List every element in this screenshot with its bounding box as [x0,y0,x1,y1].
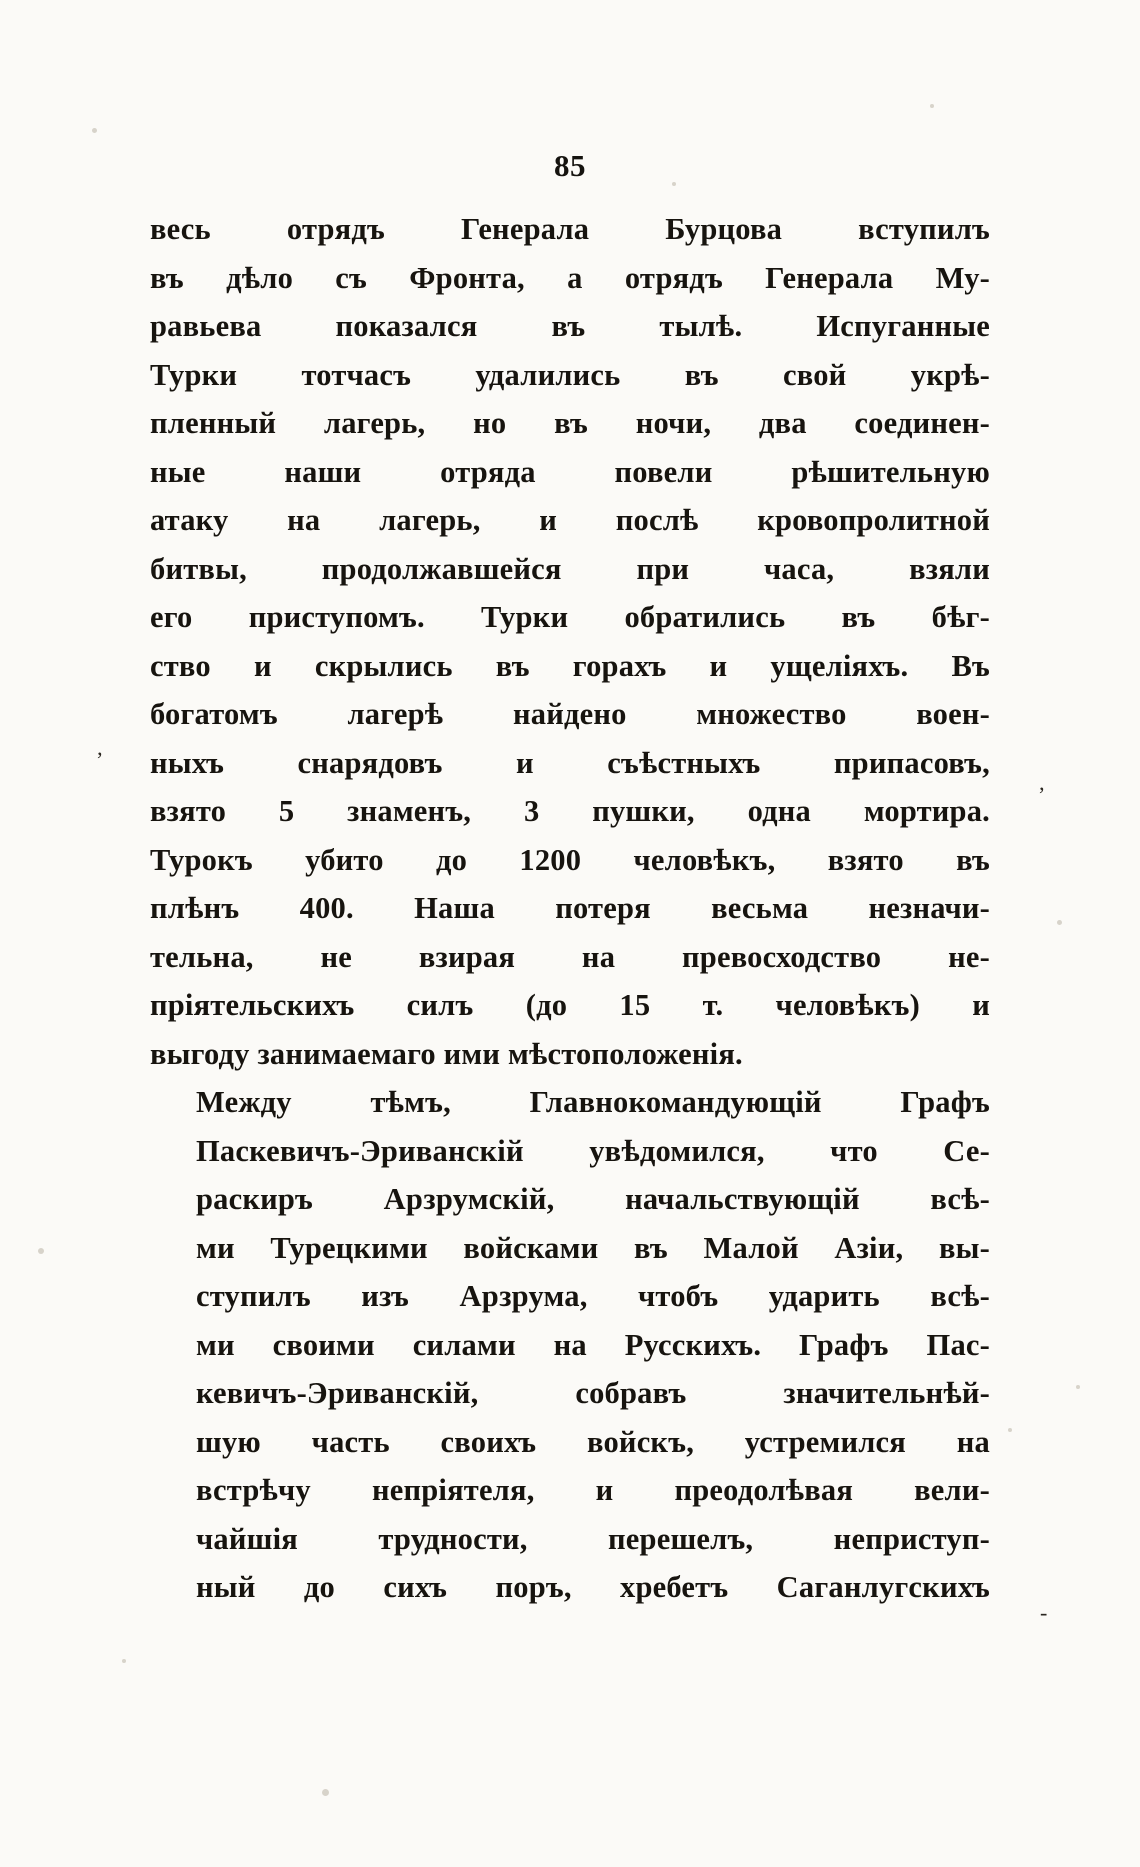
text-line: встрѣчу непріятеля, и преодолѣвая вели- [196,1473,990,1507]
text-line: ный до сихъ поръ, хребетъ Саганлугскихъ [196,1570,990,1604]
margin-mark-right: ‚ [1038,770,1046,795]
text-line: въ дѣло съ Фронта, а отрядъ Генерала Му- [150,260,990,295]
text-line: ми своими силами на Русскихъ. Графъ Пас- [196,1327,990,1362]
text-line: атаку на лагерь, и послѣ кровопролитной [150,503,990,537]
margin-dash-right: - [1040,1600,1048,1625]
text-line: равьева показался въ тылѣ. Испуганные [150,309,990,343]
paper-speck [1076,1385,1080,1389]
text-line: чайшія трудности, перешелъ, неприступ- [196,1521,990,1556]
text-line: шую часть своихъ войскъ, устремился на [196,1424,990,1459]
paper-speck [1057,920,1062,925]
paper-speck [38,1248,44,1254]
text-line: битвы, продолжавшейся при часа, взяли [150,551,990,586]
text-line: ные наши отряда повели рѣшительную [150,454,990,489]
text-line: ступилъ изъ Арзрума, чтобъ ударить всѣ- [196,1279,990,1313]
paragraph-1 [150,205,990,1078]
text-line: пленный лагерь, но въ ночи, два соединен- [150,406,990,440]
margin-mark-left: ‚ [96,735,104,760]
text-line: его приступомъ. Турки обратились въ бѣг- [150,600,990,634]
text-line: пріятельскихъ силъ (до 15 т. человѣкъ) и [150,988,990,1022]
text-line: Турокъ убито до 1200 человѣкъ, взято въ [150,842,990,877]
paper-speck [322,1789,329,1796]
text-line: весь отрядъ Генерала Бурцова вступилъ [150,212,990,246]
text-line: Между тѣмъ, Главнокомандующій Графъ [196,1085,990,1119]
paper-speck [1008,1428,1012,1432]
text-line: плѣнъ 400. Наша потеря весьма незначи- [150,891,990,925]
text-line: ныхъ снарядовъ и съѣстныхъ припасовъ, [150,745,990,780]
paper-speck [92,128,97,133]
text-line: богатомъ лагерѣ найдено множество воен- [150,697,990,731]
text-line: ство и скрылись въ горахъ и ущеліяхъ. Въ [150,648,990,683]
text-line: раскиръ Арзрумскій, начальствующій всѣ- [196,1182,990,1216]
paragraph-2 [150,1078,990,1612]
text-line: взято 5 знаменъ, 3 пушки, одна мортира. [150,794,990,828]
text-line: Паскевичъ-Эриванскій увѣдомился, что Се- [196,1133,990,1168]
body-text [150,205,990,1612]
paper-speck [930,104,934,108]
page-number: 85 [554,148,586,183]
text-line: тельна, не взирая на превосходство не- [150,939,990,974]
text-line: выгоду занимаемаго ими мѣстоположенія. [150,1036,743,1071]
text-line: ми Турецкими войсками въ Малой Азіи, вы- [196,1230,990,1265]
text-line: Турки тотчасъ удалились въ свой укрѣ- [150,357,990,392]
text-line: кевичъ-Эриванскій, собравъ значительнѣй- [196,1376,990,1410]
paper-speck [122,1659,126,1663]
